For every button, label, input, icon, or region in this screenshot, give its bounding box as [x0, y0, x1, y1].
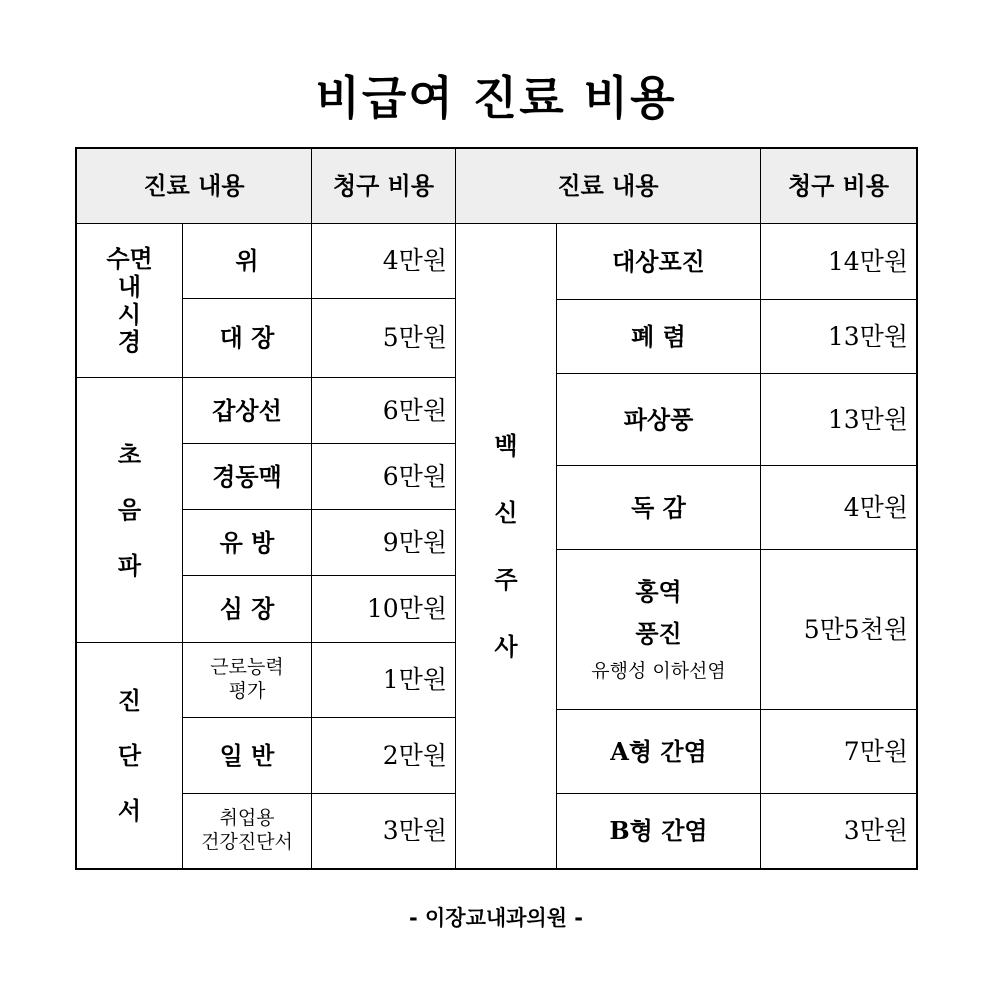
category-ultrasound [76, 377, 183, 643]
cost-mmr: 5만5천원 [760, 549, 917, 710]
cost-employment-checkup: 3만원 [311, 793, 456, 869]
item-carotid: 경동맥 [182, 443, 312, 510]
page-title: 비급여 진료 비용 [315, 71, 677, 125]
cost-breast: 9만원 [311, 509, 456, 576]
item-employment-checkup [182, 793, 312, 869]
category-endoscopy-line: 수면 [106, 244, 153, 274]
cost-general: 2만원 [311, 717, 456, 794]
category-vaccine [455, 223, 557, 869]
cost-carotid: 6만원 [311, 443, 456, 510]
category-certificate-line: 서 [117, 796, 142, 826]
category-certificate-line: 단 [117, 740, 142, 770]
category-vaccine-line: 주 [494, 565, 518, 594]
item-breast: 유 방 [182, 509, 312, 576]
category-endoscopy [76, 223, 183, 378]
category-ultrasound-line: 음 [117, 495, 142, 525]
header-right-cost: 청구 비용 [760, 148, 917, 224]
item-employment-checkup-line: 건강진단서 [201, 831, 293, 853]
cost-stomach: 4만원 [311, 223, 456, 299]
item-hepatitis-b: B형 간염 [556, 793, 761, 869]
cost-heart: 10만원 [311, 575, 456, 643]
item-pneumonia: 폐 렴 [556, 299, 761, 374]
item-general: 일 반 [182, 717, 312, 794]
cost-thyroid: 6만원 [311, 377, 456, 444]
item-employment-checkup-line: 취업용 [219, 807, 275, 830]
item-work-ability [182, 642, 312, 718]
cost-work-ability: 1만원 [311, 642, 456, 718]
item-mmr-line: 풍진 [635, 618, 682, 648]
cost-flu: 4만원 [760, 465, 917, 550]
category-ultrasound-line: 초 [117, 440, 142, 470]
cost-pneumonia: 13만원 [760, 299, 917, 374]
category-vaccine-line: 백 [494, 430, 518, 460]
item-flu: 독 감 [556, 465, 761, 550]
cost-shingles: 14만원 [760, 223, 917, 300]
cost-tetanus: 13만원 [760, 373, 917, 466]
cost-hepatitis-b: 3만원 [760, 793, 917, 869]
cost-colon: 5만원 [311, 298, 456, 378]
category-vaccine-line: 사 [494, 632, 518, 662]
item-work-ability-line: 근로능력 [210, 656, 284, 679]
category-certificate-line: 진 [117, 685, 142, 715]
cost-hepatitis-a: 7만원 [760, 709, 917, 794]
category-vaccine-line: 신 [494, 497, 518, 527]
item-mmr-line: 홍역 [635, 576, 682, 606]
item-mmr-line: 유행성 이하선염 [591, 659, 726, 682]
category-ultrasound-line: 파 [117, 550, 142, 580]
item-work-ability-line: 평가 [228, 680, 266, 702]
category-endoscopy-line: 시 [117, 299, 142, 329]
clinic-name-footer: - 이장교내과의원 - [408, 906, 584, 930]
item-thyroid: 갑상선 [182, 377, 312, 444]
category-certificate [76, 642, 183, 869]
item-mmr [556, 549, 761, 710]
item-stomach: 위 [182, 223, 312, 299]
header-left-item: 진료 내용 [76, 148, 312, 224]
item-shingles: 대상포진 [556, 223, 761, 300]
item-heart: 심 장 [182, 575, 312, 643]
item-hepatitis-a: A형 간염 [556, 709, 761, 794]
header-right-item: 진료 내용 [455, 148, 761, 224]
item-tetanus: 파상풍 [556, 373, 761, 466]
item-colon: 대 장 [182, 298, 312, 378]
category-endoscopy-line: 내 [117, 271, 142, 301]
category-endoscopy-line: 경 [117, 327, 142, 357]
header-left-cost: 청구 비용 [311, 148, 456, 224]
